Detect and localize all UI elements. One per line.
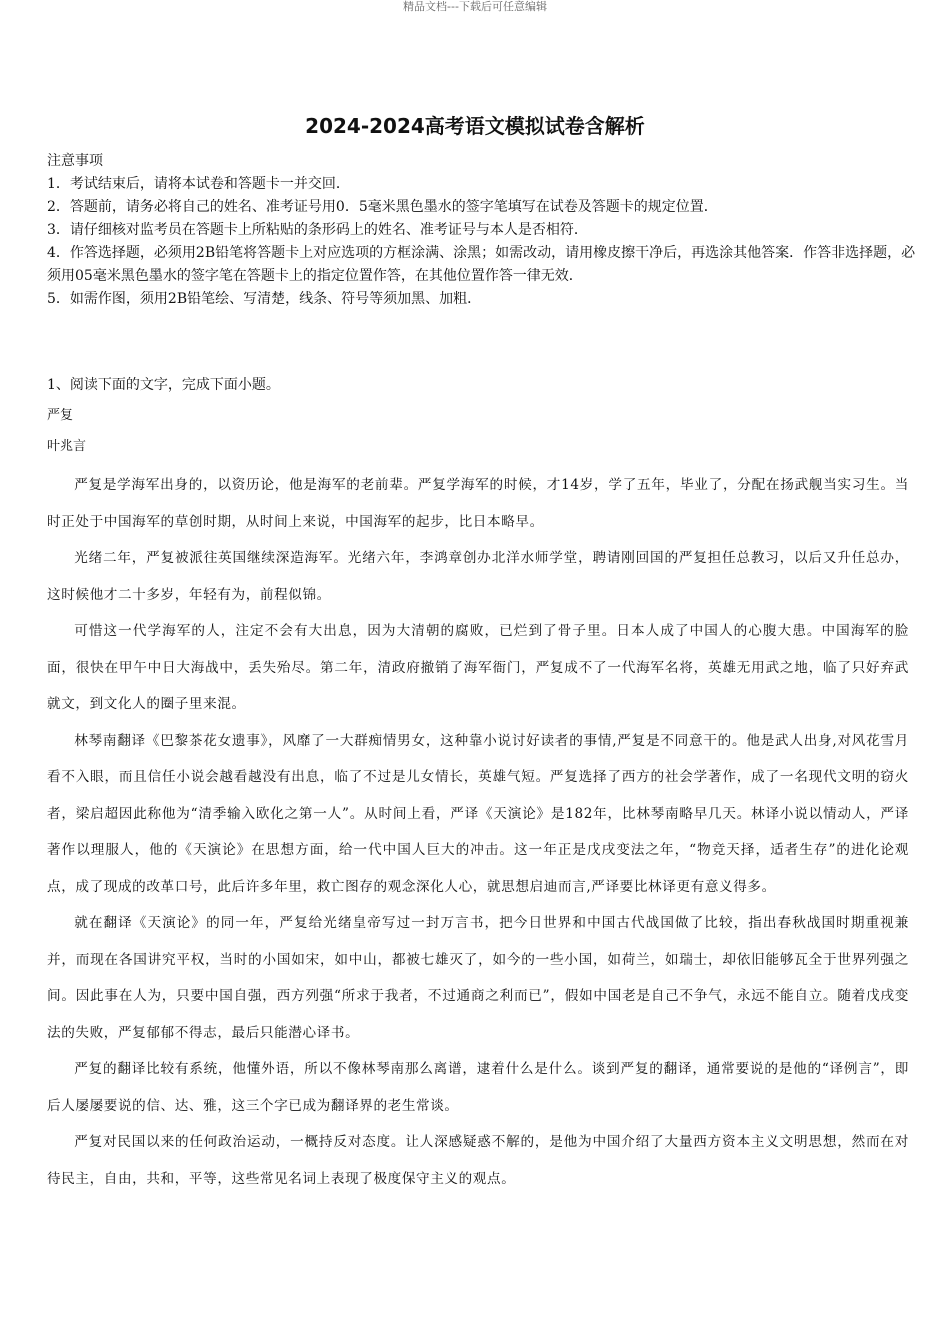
notice-item-3: 3．请仔细核对监考员在答题卡上所粘贴的条形码上的姓名、准考证号与本人是否相符． (47, 222, 588, 238)
article-paragraph-1: 严复是学海军出身的，以资历论，他是海军的老前辈。严复学海军的时候，才14岁，学了五年，毕业了，分配在扬武舰当实习生。当时正处于中国海军的草创时期，从时间上来说，中国海军的起步，比日本略早。 (47, 477, 909, 530)
article-paragraph-6: 严复的翻译比较有系统，他懂外语，所以不像林琴南那么离谱，逮着什么是什么。谈到严复的翻译，通常要说的是他的“译例言”，即后人屡屡要说的信、达、雅，这三个字已成为翻译界的老生常谈。 (47, 1061, 909, 1114)
article-paragraph-7: 严复对民国以来的任何政治运动，一概持反对态度。让人深感疑惑不解的，是他为中国介绍了大量西方资本主义文明思想，然而在对待民主，自由，共和，平等，这些常见名词上表现了极度保守主义的观点。 (47, 1134, 909, 1187)
question-lead: 1、阅读下面的文字，完成下面小题。 (47, 377, 280, 393)
notice-item-5: 5．如需作图，须用2B铅笔绘、写清楚，线条、符号等须加黑、加粗． (47, 291, 482, 307)
page-header-note: 精品文档---下载后可任意编辑 (403, 0, 547, 13)
article-title: 严复 (47, 408, 74, 423)
question-section (47, 374, 909, 1197)
article-paragraph-2: 光绪二年，严复被派往英国继续深造海军。光绪六年，李鸿章创办北洋水师学堂，聘请刚回国的严复担任总教习，以后又升任总办，这时候他才二十多岁，年轻有为，前程似锦。 (47, 550, 909, 603)
notice-item-1: 1．考试结束后，请将本试卷和答题卡一并交回． (47, 176, 350, 192)
notice-item-2: 2．答题前，请务必将自己的姓名、准考证号用0．5毫米黑色墨水的签字笔填写在试卷及答题卡的规定位置． (47, 199, 718, 215)
notice-item-4: 4．作答选择题，必须用2B铅笔将答题卡上对应选项的方框涂满、涂黑；如需改动，请用橡皮擦干净后，再选涂其他答案．作答非选择题，必须用05毫米黑色墨水的签字笔在答题卡上的指定位置作答，在其他位置作答一律无效． (47, 245, 916, 284)
notice-section (47, 150, 917, 311)
article-paragraph-3: 可惜这一代学海军的人，注定不会有大出息，因为大清朝的腐败，已烂到了骨子里。日本人成了中国人的心腹大患。中国海军的脸面，很快在甲午中日大海战中，丢失殆尽。第二年，清政府撤销了海军衙门，严复成不了一代海军名将，英雄无用武之地，临了只好弃武就文，到文化人的圈子里来混。 (47, 623, 909, 712)
document-title: 2024-2024高考语文模拟试卷含解析 (305, 114, 645, 138)
article-paragraph-4: 林琴南翻译《巴黎茶花女遗事》，风靡了一大群痴情男女，这种靠小说讨好读者的事情,严复是不同意干的。他是武人出身,对风花雪月看不入眼，而且信任小说会越看越没有出息，临了不过是儿女情长，英雄气短。严复选择了西方的社会学著作，成了一名现代文明的窃火者，梁启超因此称他为“清季输入欧化之第一人”。从时间上看，严译《天演论》是182年，比林琴南略早几天。林译小说以情动人，严译著作以理服人，他的《天演论》在思想方面，给一代中国人巨大的冲击。这一年正是戊戌变法之年，“物竞天择，适者生存”的进化论观点，成了现成的改革口号，此后许多年里，救亡图存的观念深化人心，就思想启迪而言,严译要比林译更有意义得多。 (47, 732, 909, 895)
notice-heading: 注意事项 (47, 153, 103, 169)
article-paragraph-5: 就在翻译《天演论》的同一年，严复给光绪皇帝写过一封万言书，把今日世界和中国古代战国做了比较，指出春秋战国时期重视兼并，而现在各国讲究平权，当时的小国如宋，如中山，都被七雄灭了，如今的一些小国，如荷兰，如瑞士，却依旧能够瓦全于世界列强之间。因此事在人为，只要中国自强，西方列强“所求于我者，不过通商之利而已”，假如中国老是自己不争气，永远不能自立。随着戊戌变法的失败，严复郁郁不得志，最后只能潜心译书。 (47, 915, 909, 1041)
article-author: 叶兆言 (47, 439, 87, 454)
